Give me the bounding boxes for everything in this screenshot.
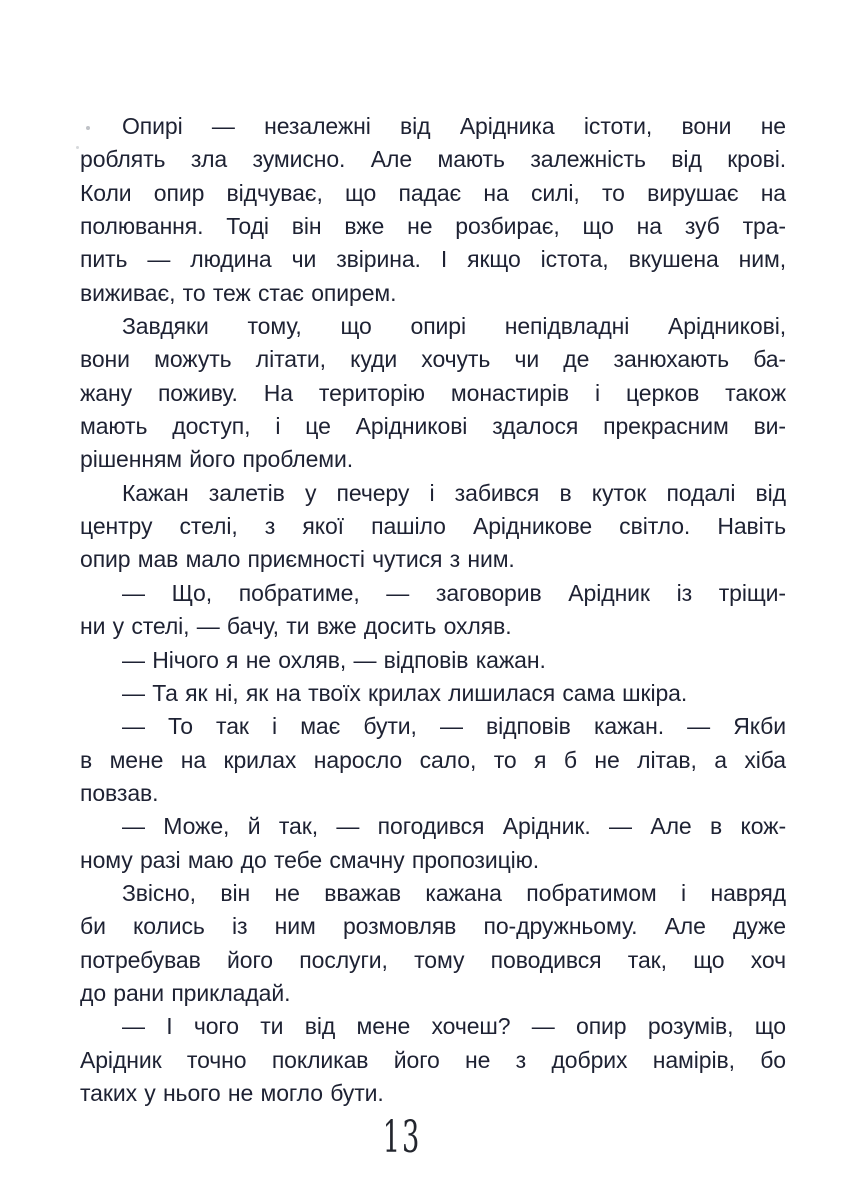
text-line: Звісно, він не вважав кажана побратимом і навряд — [122, 879, 786, 906]
scan-artifact — [76, 146, 79, 149]
text-line: в мене на крилах наросло сало, то я б не літав, а хіба — [80, 746, 786, 773]
text-line: ному разі маю до тебе смачну пропозицію. — [80, 846, 540, 873]
page-text — [80, 110, 786, 1110]
text-line: полювання. Тоді він вже не розбирає, що на зуб тра- — [80, 213, 786, 240]
text-line: — Що, побратиме, — заговорив Арідник із тріщи- — [122, 579, 786, 606]
text-line: рішенням його проблеми. — [80, 446, 354, 473]
text-line: — Та як ні, як на твоїх крилах лишилася сама шкіра. — [122, 679, 688, 706]
text-line: Арідник точно покликав його не з добрих намірів, бо — [80, 1046, 786, 1073]
text-line: Завдяки тому, що опирі непідвладні Арідникові, — [122, 313, 786, 340]
text-line: — Може, й так, — погодився Арідник. — Але в кож- — [122, 813, 786, 840]
text-line: би колись із ним розмовляв по-дружньому. Але дуже — [80, 913, 786, 940]
text-line: — То так і має бути, — відповів кажан. — Якби — [122, 713, 786, 740]
text-line: Опирі — незалежні від Арідника істоти, вони не — [122, 113, 786, 139]
text-line: Кажан залетів у печеру і забився в куток подалі від — [122, 479, 786, 506]
text-line: виживає, то теж стає опирем. — [80, 279, 397, 306]
text-line: — І чого ти від мене хочеш? — опир розумів, що — [122, 1013, 786, 1040]
text-line: Коли опир відчуває, що падає на силі, то вирушає на — [80, 179, 786, 206]
text-line: мають доступ, і це Арідникові здалося прекрасним ви- — [80, 413, 786, 440]
page-number: 13 — [382, 1112, 422, 1163]
text-line: пить — людина чи звірина. І якщо істота, вкушена ним, — [80, 246, 786, 273]
text-line: повзав. — [80, 779, 159, 806]
text-line: вони можуть літати, куди хочуть чи де занюхають ба- — [80, 346, 786, 373]
text-line: опир мав мало приємності чутися з ним. — [80, 546, 515, 573]
text-line: до рани прикладай. — [80, 979, 291, 1006]
text-line: жану поживу. На територію монастирів і церков також — [80, 379, 786, 406]
text-line: таких у нього не могло бути. — [80, 1079, 384, 1106]
text-line: центру стелі, з якої пашіло Арідникове світло. Навіть — [80, 513, 786, 540]
text-line: потребував його послуги, тому поводився так, що хоч — [80, 946, 786, 973]
text-line: роблять зла зумисно. Але мають залежність від крові. — [80, 146, 786, 173]
text-line: — Нічого я не охляв, — відповів кажан. — [122, 646, 546, 673]
text-line: ни у стелі, — бачу, ти вже досить охляв. — [80, 613, 512, 640]
